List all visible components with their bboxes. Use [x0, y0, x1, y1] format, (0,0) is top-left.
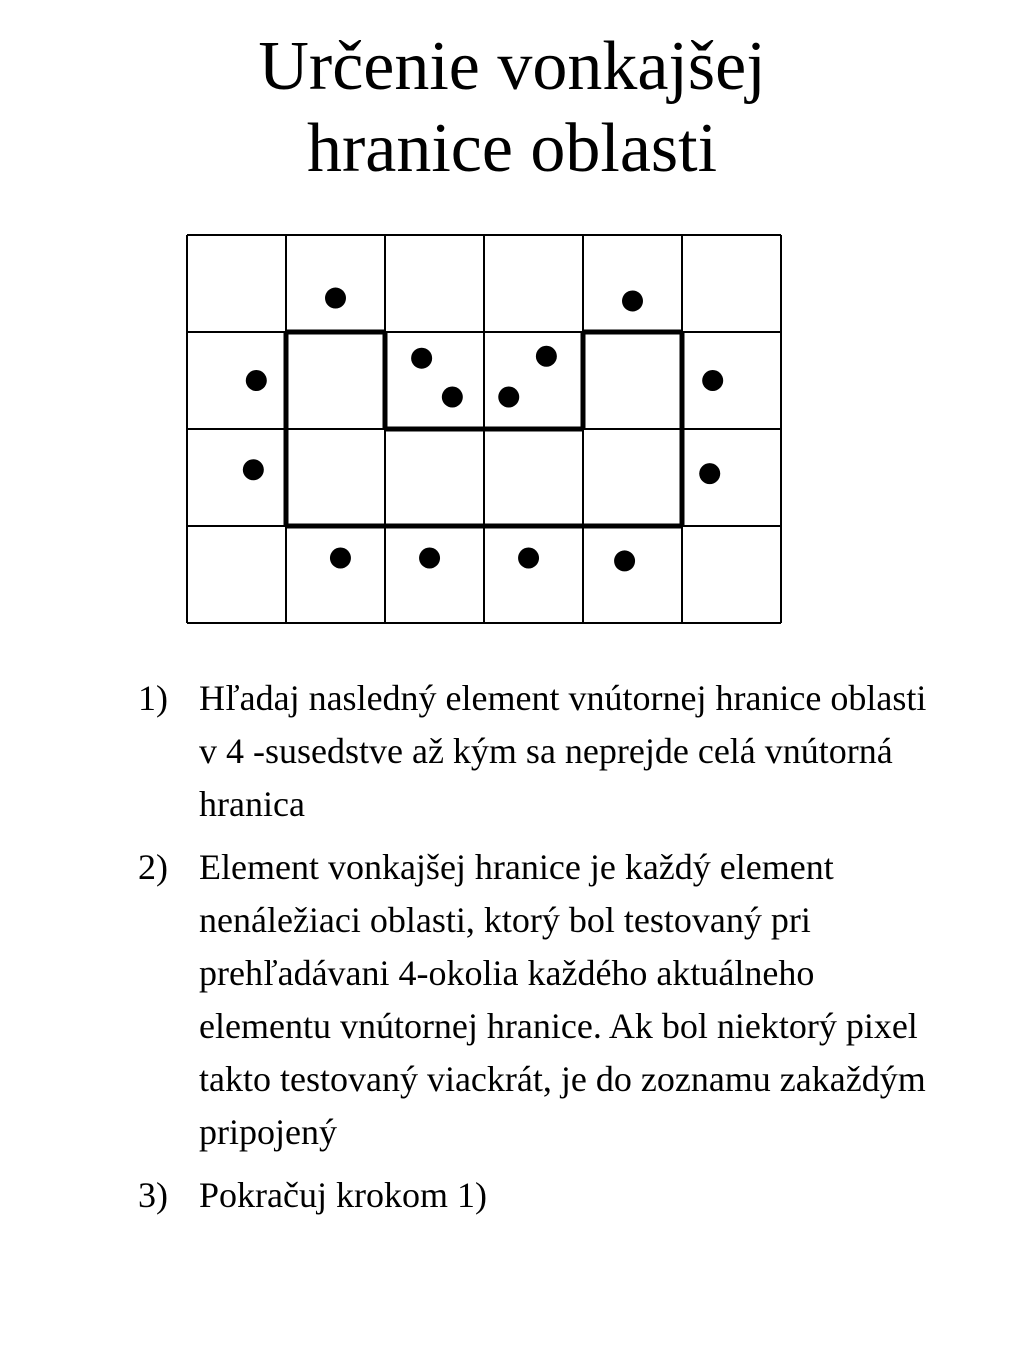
step-text-2: Element vonkajšej hranice je každý element nenáležiaci oblasti, ktorý bol testovaný pri prehľadávani 4-okolia každého aktuálneho elementu vnútornej hranice. Ak bol niektorý pixel takto testovaný viackrát, je do zoznamu zakaždým pripojený — [199, 847, 926, 1152]
title-line-2: hranice oblasti — [306, 110, 718, 187]
boundary-point — [699, 463, 720, 484]
boundary-point — [518, 548, 539, 569]
step-text-3: Pokračuj krokom 1) — [199, 1175, 487, 1215]
step-text-1: Hľadaj nasledný element vnútornej hranice oblasti v 4 -susedstve až kým sa neprejde celá vnútorná hranica — [199, 678, 927, 824]
steps-list — [138, 672, 938, 1232]
boundary-point — [702, 370, 723, 391]
boundary-point — [419, 548, 440, 569]
boundary-point — [498, 386, 519, 407]
boundary-point — [325, 288, 346, 309]
boundary-point — [411, 348, 432, 369]
boundary-point — [330, 548, 351, 569]
step-item-3 — [138, 1169, 938, 1222]
step-item-1 — [138, 672, 938, 831]
step-number-3: 3) — [138, 1175, 168, 1215]
title-line-1: Určenie vonkajšej — [258, 28, 766, 105]
boundary-point — [614, 550, 635, 571]
boundary-point — [536, 346, 557, 367]
boundary-point — [243, 459, 264, 480]
step-item-2 — [138, 841, 938, 1159]
boundary-point — [442, 386, 463, 407]
step-number-1: 1) — [138, 678, 168, 718]
boundary-grid-figure — [0, 0, 1024, 650]
boundary-point — [246, 370, 267, 391]
boundary-point — [622, 290, 643, 311]
step-number-2: 2) — [138, 847, 168, 887]
